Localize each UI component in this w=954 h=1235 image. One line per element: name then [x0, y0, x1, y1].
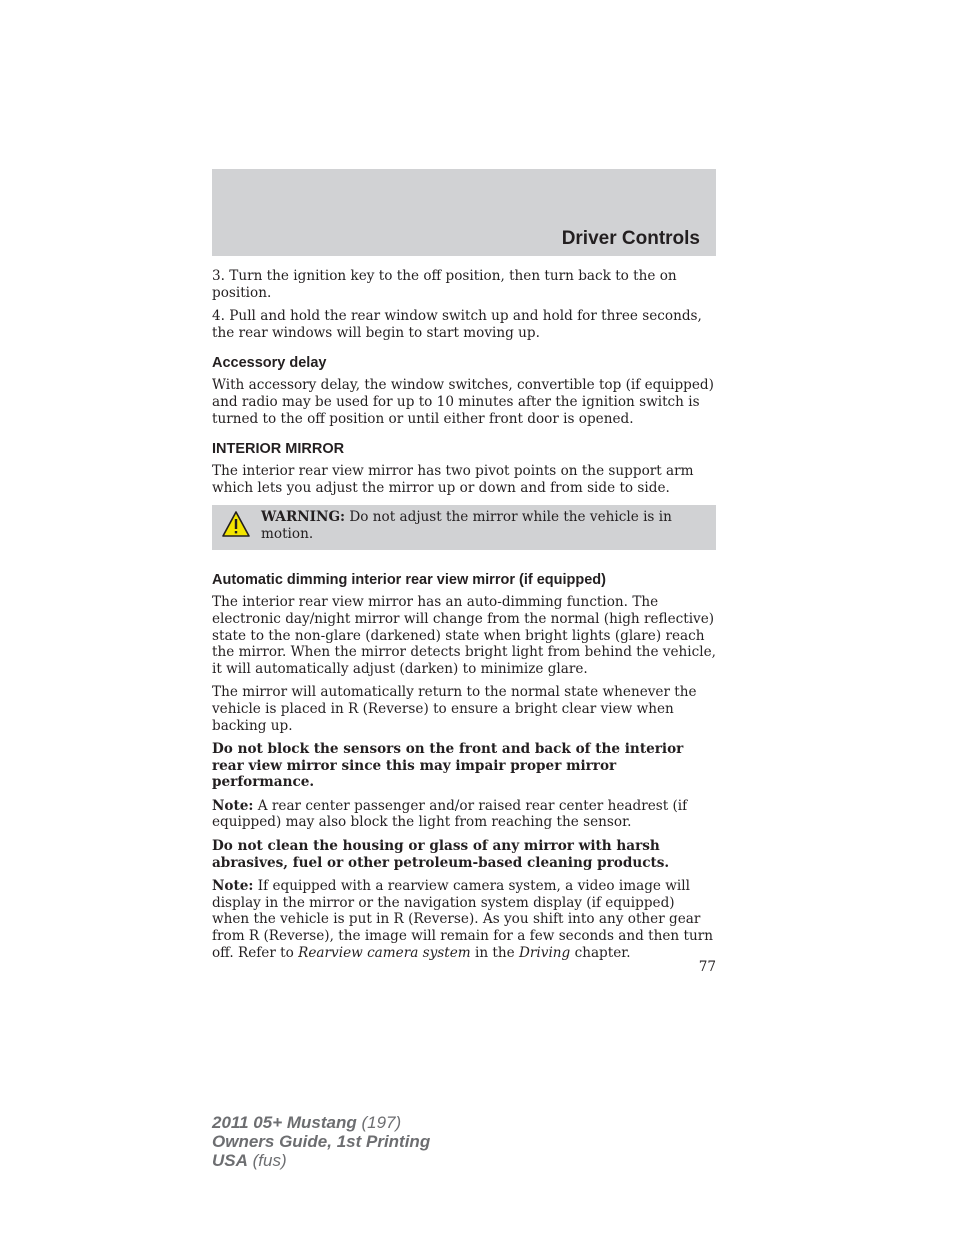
step-4: 4. Pull and hold the rear window switch up and hold for three seconds, the rear windows will begin to start moving up.	[212, 308, 702, 341]
warning-message: Do not adjust the mirror while the vehicle is in motion.	[261, 509, 672, 542]
interior-mirror-heading: INTERIOR MIRROR	[212, 441, 345, 458]
note-2-text: If equipped with a rearview camera system, a video image will display in the mirror or the navigation system display (if equipped) when the vehicle is put in R (Reverse). As you shift into any other gear from R (Reverse), the image will remain for a few seconds and then turn off. Refer to	[212, 878, 713, 961]
note-2-end: chapter.	[570, 944, 631, 961]
note-2	[212, 878, 716, 961]
footer-model: 2011 05+ Mustang	[212, 1113, 357, 1132]
rearview-camera-reference: Rearview camera system	[298, 944, 471, 961]
note-2-mid: in the	[470, 944, 520, 961]
auto-dimming-heading: Automatic dimming interior rear view mirror (if equipped)	[212, 572, 606, 589]
footer-market: USA	[212, 1151, 248, 1170]
warning-box	[212, 505, 716, 550]
footer-model-code: (197)	[356, 1113, 402, 1132]
cleaning-caution: Do not clean the housing or glass of any mirror with harsh abrasives, fuel or other petroleum-based cleaning products.	[212, 838, 670, 871]
accessory-delay-heading: Accessory delay	[212, 355, 327, 372]
footer	[212, 1113, 430, 1170]
warning-text	[261, 509, 701, 542]
footer-line-3	[212, 1151, 430, 1170]
auto-dimming-para-2: The mirror will automatically return to the normal state whenever the vehicle is placed in R (Reverse) to ensure a bright clear view when backing up.	[212, 684, 697, 734]
note-1	[212, 798, 716, 831]
note-1-text: A rear center passenger and/or raised rear center headrest (if equipped) may also block the light from reaching the sensor.	[212, 797, 688, 831]
section-header-band	[212, 169, 716, 256]
interior-mirror-body: The interior rear view mirror has two pivot points on the support arm which lets you adjust the mirror up or down and from side to side.	[212, 463, 694, 496]
sensor-caution: Do not block the sensors on the front and back of the interior rear view mirror since this may impair proper mirror performance.	[212, 741, 684, 791]
step-3: 3. Turn the ignition key to the off position, then turn back to the on position.	[212, 268, 677, 301]
footer-line-1	[212, 1113, 430, 1132]
driving-chapter-reference: Driving	[519, 944, 571, 961]
page-number: 77	[698, 959, 716, 975]
auto-dimming-para-1: The interior rear view mirror has an auto-dimming function. The electronic day/night mirror will change from the normal (high reflective) state to the non-glare (darkened) state when bright lights (glare) reach the mirror. When the mirror detects bright light from behind the vehicle, it will automatically adjust (darken) to minimize glare.	[212, 594, 716, 677]
note-2-label: Note:	[212, 878, 254, 895]
note-1-label: Note:	[212, 797, 254, 814]
warning-label: WARNING:	[261, 509, 346, 526]
footer-line-2: Owners Guide, 1st Printing	[212, 1132, 431, 1151]
page-content	[212, 268, 716, 961]
section-title: Driver Controls	[561, 228, 700, 249]
footer-market-code: (fus)	[247, 1151, 287, 1170]
accessory-delay-body: With accessory delay, the window switches, convertible top (if equipped) and radio may be used for up to 10 minutes after the ignition switch is turned to the off position or until either front door is opened.	[212, 377, 714, 427]
warning-triangle-icon	[221, 510, 251, 538]
